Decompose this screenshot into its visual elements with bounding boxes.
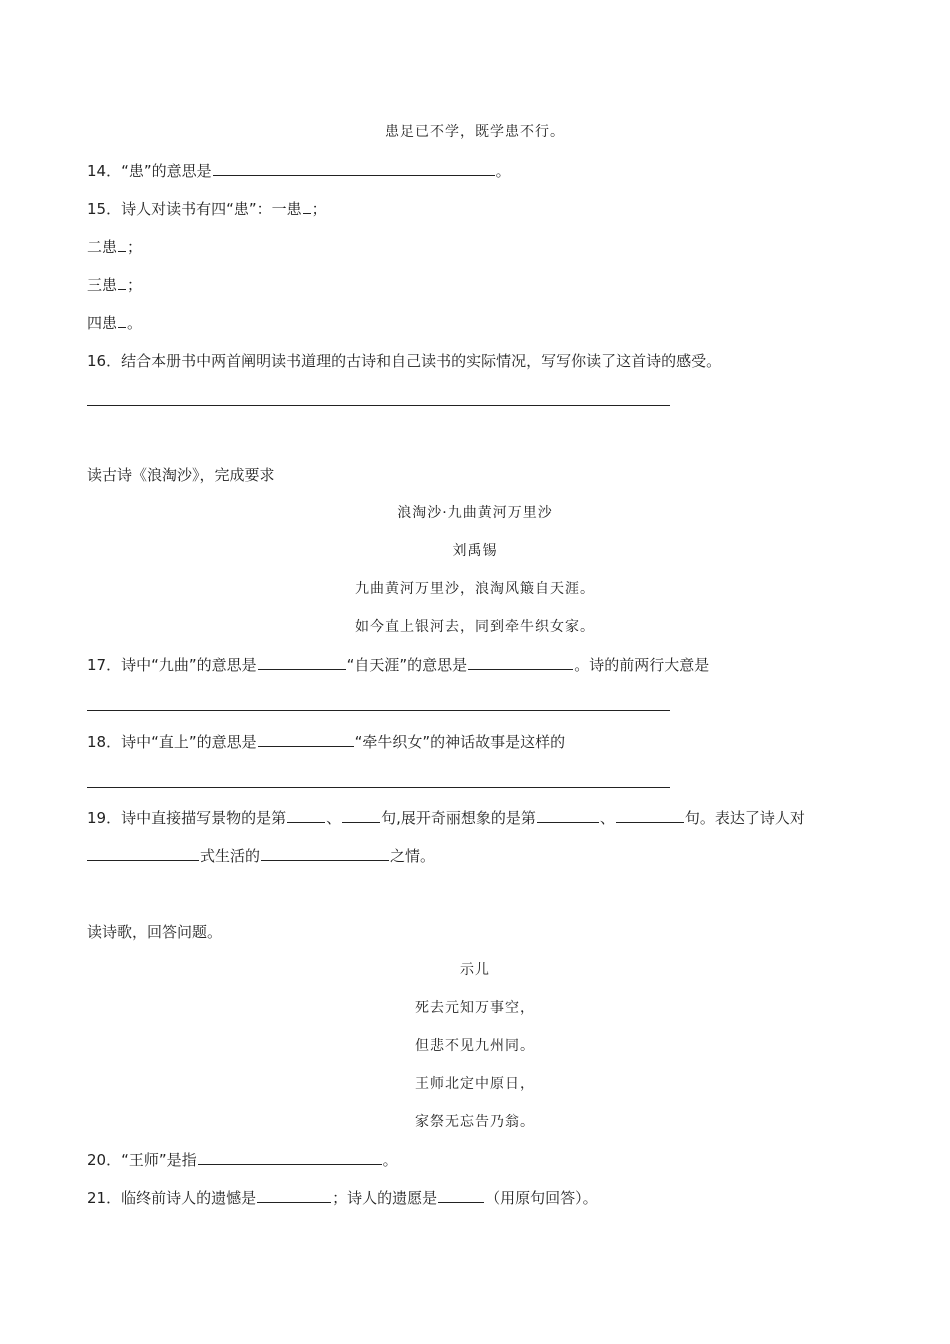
answer-blank[interactable] <box>261 846 389 861</box>
answer-blank[interactable] <box>537 808 599 823</box>
answer-blank[interactable] <box>258 732 354 747</box>
q19-text: 句。表达了诗人对 <box>684 809 805 827</box>
answer-blank[interactable] <box>118 313 126 328</box>
q15-sep: ； <box>127 238 143 256</box>
answer-blank[interactable] <box>257 1188 331 1203</box>
answer-blank[interactable] <box>87 846 199 861</box>
answer-blank[interactable] <box>287 808 325 823</box>
q17-text: “自天涯”的意思是 <box>346 656 468 674</box>
q15-sep: ； <box>127 276 143 294</box>
question-15-line4 <box>87 313 142 333</box>
answer-blank[interactable] <box>468 655 573 670</box>
answer-blank[interactable] <box>213 161 495 176</box>
q15-sep: ； <box>311 200 327 218</box>
poem-line: 家祭无忘告乃翁。 <box>415 1114 535 1130</box>
q15-text: 三患 <box>87 276 118 294</box>
answer-blank[interactable] <box>342 808 380 823</box>
q19-text: 句,展开奇丽想象的是第 <box>381 809 536 827</box>
q20-text: 20．“王师”是指 <box>87 1151 197 1169</box>
question-15 <box>87 199 327 219</box>
question-20 <box>87 1150 398 1170</box>
q17-text: 。诗的前两行大意是 <box>574 656 710 674</box>
question-14 <box>87 161 511 181</box>
answer-blank[interactable] <box>303 199 311 214</box>
q19-text: 19．诗中直接描写景物的是第 <box>87 809 287 827</box>
q15-text: 二患 <box>87 238 118 256</box>
q14-text: 14．“患”的意思是 <box>87 162 212 180</box>
q20-text: 。 <box>382 1151 398 1169</box>
poem-line: 王师北定中原日， <box>415 1076 535 1092</box>
q17-text: 17．诗中“九曲”的意思是 <box>87 656 257 674</box>
poem-title: 浪淘沙·九曲黄河万里沙 <box>397 505 553 521</box>
q18-text: 18．诗中“直上”的意思是 <box>87 733 257 751</box>
poem-line: 患足已不学，既学患不行。 <box>385 124 565 140</box>
question-19 <box>87 808 805 828</box>
answer-blank[interactable] <box>616 808 684 823</box>
answer-blank[interactable] <box>198 1150 382 1165</box>
question-19-line2 <box>87 846 435 866</box>
answer-line[interactable] <box>87 405 670 406</box>
poem-line: 死去元知万事空， <box>415 1000 535 1016</box>
poem-line: 如今直上银河去，同到牵牛织女家。 <box>355 619 595 635</box>
q21-text: （用原句回答）。 <box>485 1189 598 1207</box>
question-21 <box>87 1188 598 1208</box>
q21-text: ；诗人的遗愿是 <box>332 1189 438 1207</box>
poem-line: 但悲不见九州同。 <box>415 1038 535 1054</box>
answer-line[interactable] <box>87 787 670 788</box>
answer-blank[interactable] <box>258 655 346 670</box>
q18-text: “牵牛织女”的神话故事是这样的 <box>354 733 566 751</box>
q15-sep: 。 <box>127 314 143 332</box>
poem-title: 示儿 <box>460 962 490 978</box>
question-15-line2 <box>87 237 142 257</box>
q19-text: 之情。 <box>390 847 436 865</box>
answer-blank[interactable] <box>118 237 126 252</box>
q14-end: 。 <box>495 162 511 180</box>
poem-line: 九曲黄河万里沙，浪淘风簸自天涯。 <box>355 581 595 597</box>
q15-text: 15．诗人对读书有四“患”：一患 <box>87 200 302 218</box>
q21-text: 21．临终前诗人的遗憾是 <box>87 1189 257 1207</box>
section-intro: 读诗歌，回答问题。 <box>87 923 223 941</box>
question-18 <box>87 732 565 752</box>
section-intro: 读古诗《浪淘沙》，完成要求 <box>87 466 275 484</box>
answer-blank[interactable] <box>438 1188 484 1203</box>
q15-text: 四患 <box>87 314 118 332</box>
answer-blank[interactable] <box>118 275 126 290</box>
poem-author: 刘禹锡 <box>452 543 498 559</box>
q19-text: 、 <box>326 809 342 827</box>
answer-line[interactable] <box>87 710 670 711</box>
question-15-line3 <box>87 275 142 295</box>
question-17 <box>87 655 709 675</box>
q19-text: 式生活的 <box>200 847 261 865</box>
q19-text: 、 <box>599 809 615 827</box>
question-16: 16．结合本册书中两首阐明读书道理的古诗和自己读书的实际情况，写写你读了这首诗的感受。 <box>87 352 722 370</box>
